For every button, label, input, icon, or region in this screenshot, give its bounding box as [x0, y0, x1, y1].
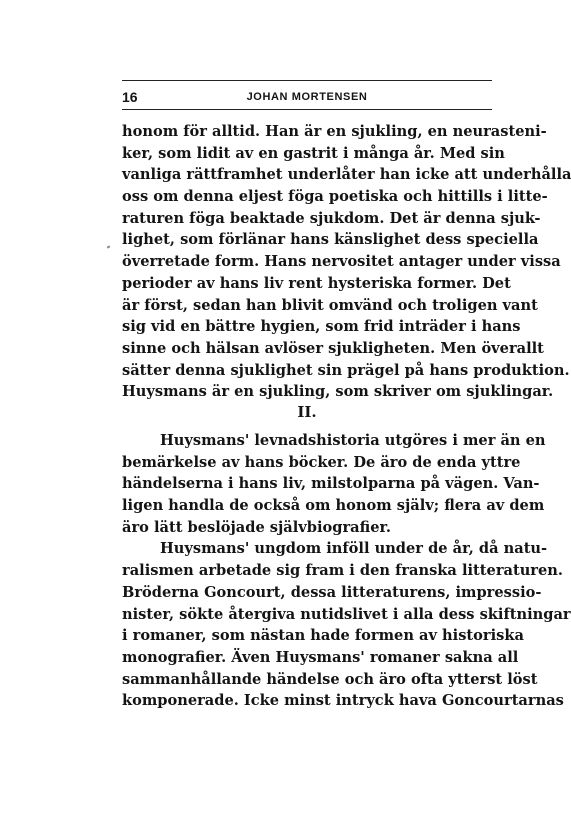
- text-line: sammanhållande händelse och äro ofta ytterst löst: [122, 670, 538, 688]
- text-line: ligen handla de också om honom själv; flera av dem: [122, 497, 545, 515]
- paragraph-2-and-3: [122, 430, 571, 712]
- page-number: 16: [122, 89, 138, 105]
- text-line: sinne och hälsan avlöser sjukligheten. Men överallt: [122, 339, 544, 357]
- text-line: vanliga rättframhet underlåter han icke att underhålla: [122, 166, 571, 184]
- text-line: Huysmans' ungdom inföll under de år, då natu-: [160, 540, 548, 558]
- text-line: lighet, som förlänar hans känslighet dess speciella: [122, 231, 539, 249]
- text-line: Huysmans är en sjukling, som skriver om sjuklingar.: [122, 383, 554, 401]
- page-header: [122, 88, 492, 106]
- text-line: sig vid en bättre hygien, som frid inträder i hans: [122, 318, 521, 336]
- section-heading: II.: [297, 403, 317, 421]
- text-line: äro lätt beslöjade självbiografier.: [122, 518, 391, 536]
- header-top-rule: [122, 80, 492, 81]
- paragraph-1: [122, 121, 571, 403]
- text-line: bemärkelse av hans böcker. De äro de enda yttre: [122, 453, 521, 471]
- text-line: perioder av hans liv rent hysteriska former. Det: [122, 274, 511, 292]
- text-line: överretade form. Hans nervositet antager under vissa: [122, 253, 561, 271]
- text-line: sätter denna sjuklighet sin prägel på hans produktion.: [122, 361, 570, 379]
- text-line: raturen föga beaktade sjukdom. Det är denna sjuk-: [122, 209, 541, 227]
- text-line: Huysmans' levnadshistoria utgöres i mer än en: [160, 432, 546, 449]
- text-line: monografier. Även Huysmans' romaner sakna all: [122, 648, 519, 666]
- text-line: komponerade. Icke minst intryck hava Goncourtarnas: [122, 692, 564, 710]
- margin-speck: [107, 245, 111, 248]
- header-bottom-rule: [122, 109, 492, 110]
- text-line: är först, sedan han blivit omvänd och troligen vant: [122, 296, 538, 314]
- running-head: JOHAN MORTENSEN: [246, 91, 368, 103]
- text-line: ker, som lidit av en gastrit i många år. Med sin: [122, 144, 505, 162]
- text-line: Bröderna Goncourt, dessa litteraturens, impressio-: [122, 583, 542, 601]
- text-line: oss om denna eljest föga poetiska och hittills i litte-: [122, 188, 548, 206]
- text-line: ralismen arbetade sig fram i den franska litteraturen.: [122, 562, 563, 580]
- text-line: i romaner, som nästan hade formen av historiska: [122, 627, 524, 645]
- text-line: honom för alltid. Han är en sjukling, en neurasteni-: [122, 123, 547, 140]
- text-line: händelserna i hans liv, milstolparna på vägen. Van-: [122, 475, 540, 493]
- text-line: nister, sökte återgiva nutidslivet i alla dess skiftningar: [122, 605, 571, 623]
